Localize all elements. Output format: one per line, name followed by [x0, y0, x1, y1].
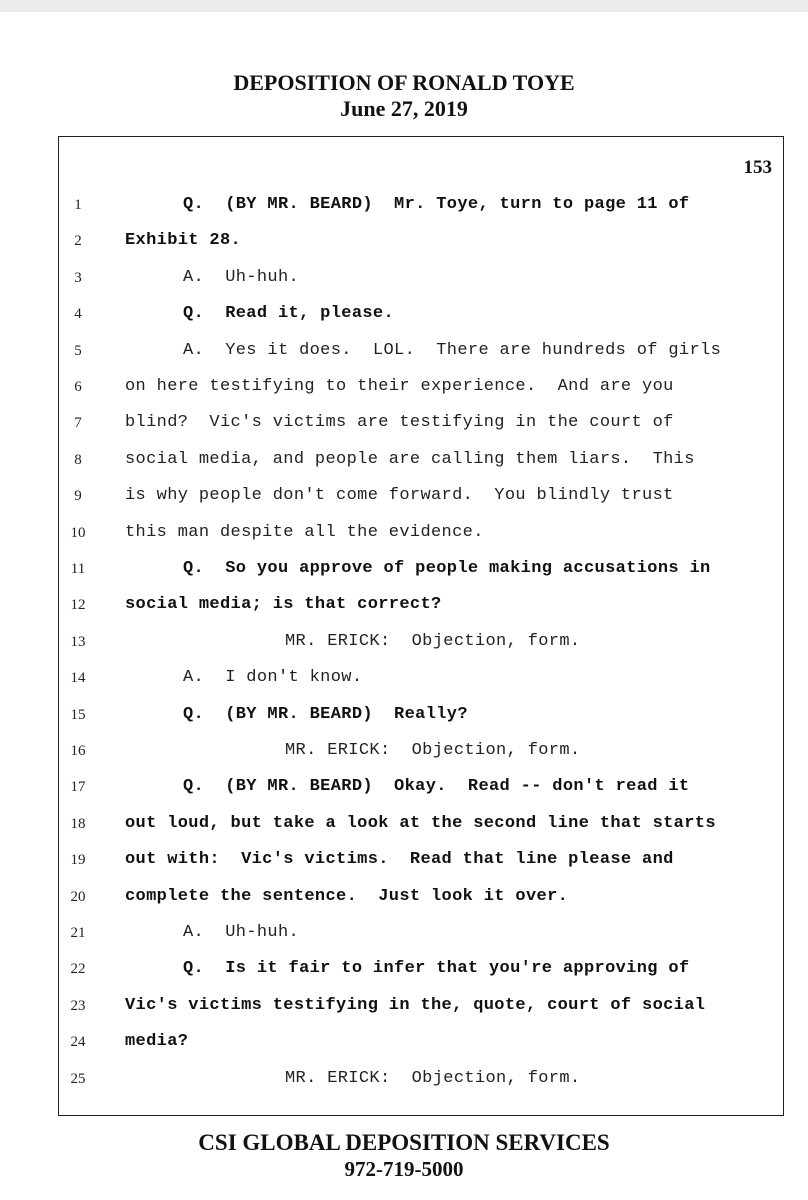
- transcript-line: [59, 335, 783, 371]
- line-text: out with: Vic's victims. Read that line please and: [125, 850, 674, 870]
- transcript-line: [59, 953, 783, 989]
- transcript-line: [59, 917, 783, 953]
- page-number: 153: [743, 157, 772, 178]
- line-number: 17: [70, 779, 86, 796]
- line-number: 1: [74, 197, 82, 213]
- line-number: 11: [70, 561, 86, 577]
- transcript-line: [59, 298, 783, 334]
- transcript-line: [59, 189, 783, 225]
- transcript-line: [59, 662, 783, 698]
- line-text: MR. ERICK: Objection, form.: [285, 741, 581, 760]
- line-text: Exhibit 28.: [125, 231, 242, 251]
- line-text: Q. So you approve of people making accusations in: [183, 559, 711, 578]
- line-text: A. Uh-huh.: [183, 267, 300, 287]
- deposition-title: DEPOSITION OF RONALD TOYE: [233, 70, 575, 95]
- transcript-line: [59, 517, 783, 553]
- line-text: social media, and people are calling them liars. This: [125, 449, 695, 469]
- line-number: 5: [74, 342, 82, 359]
- line-number: 7: [74, 415, 82, 432]
- line-text: this man despite all the evidence.: [125, 522, 484, 542]
- line-text: MR. ERICK: Objection, form.: [285, 631, 581, 651]
- transcript-line: [59, 225, 783, 261]
- transcript-page-box: [58, 136, 784, 1116]
- line-text: Q. Is it fair to infer that you're approving of: [183, 959, 690, 979]
- transcript-line: [59, 444, 783, 480]
- transcript-line: [59, 480, 783, 516]
- transcript-line: [59, 626, 783, 662]
- line-number: 8: [74, 451, 82, 468]
- line-text: Vic's victims testifying in the, quote, court of social: [125, 995, 706, 1015]
- line-number: 24: [70, 1034, 86, 1051]
- line-number: 3: [74, 269, 82, 286]
- transcript-line: [59, 371, 783, 407]
- transcript-line: [59, 262, 783, 298]
- line-number: 15: [70, 706, 86, 723]
- line-number: 2: [74, 233, 82, 250]
- line-number: 13: [70, 633, 86, 650]
- line-text: MR. ERICK: Objection, form.: [285, 1068, 581, 1088]
- top-gray-strip: [0, 0, 808, 12]
- line-number: 16: [70, 743, 86, 759]
- line-text: A. Yes it does. LOL. There are hundreds of girls: [183, 340, 722, 360]
- line-number: 21: [70, 925, 86, 941]
- line-text: A. I don't know.: [183, 668, 363, 688]
- line-number: 9: [74, 488, 82, 505]
- line-number: 6: [74, 379, 82, 395]
- line-text: Q. (BY MR. BEARD) Mr. Toye, turn to page 11 of: [183, 195, 690, 214]
- line-text: blind? Vic's victims are testifying in the court of: [125, 413, 674, 433]
- footer-organization: CSI GLOBAL DEPOSITION SERVICES: [198, 1130, 610, 1155]
- line-number: 14: [70, 670, 86, 687]
- line-number: 18: [70, 815, 86, 832]
- transcript-line: [59, 699, 783, 735]
- line-number: 10: [70, 524, 86, 541]
- transcript-line: [59, 990, 783, 1026]
- line-text: social media; is that correct?: [125, 595, 442, 615]
- transcript-line: [59, 881, 783, 917]
- deposition-date: June 27, 2019: [340, 96, 468, 121]
- line-number: 25: [70, 1070, 86, 1087]
- line-text: Q. (BY MR. BEARD) Really?: [183, 704, 468, 724]
- line-number: 19: [70, 852, 86, 869]
- line-number: 20: [70, 888, 86, 905]
- transcript-line: [59, 1063, 783, 1099]
- line-text: is why people don't come forward. You blindly trust: [125, 486, 674, 506]
- line-text: on here testifying to their experience. And are you: [125, 377, 674, 396]
- line-number: 22: [70, 961, 86, 978]
- document-footer: [0, 1130, 808, 1182]
- transcript-line: [59, 735, 783, 771]
- transcript-line: [59, 771, 783, 807]
- line-number: 23: [70, 997, 86, 1014]
- line-text: A. Uh-huh.: [183, 923, 300, 942]
- transcript-line: [59, 553, 783, 589]
- transcript-line: [59, 407, 783, 443]
- transcript-line: [59, 844, 783, 880]
- line-text: out loud, but take a look at the second line that starts: [125, 813, 716, 833]
- line-text: complete the sentence. Just look it over.: [125, 886, 569, 906]
- footer-phone: 972-719-5000: [344, 1157, 464, 1181]
- line-text: media?: [125, 1032, 189, 1052]
- transcript-line: [59, 1026, 783, 1062]
- document-header: [0, 70, 808, 122]
- transcript-line: [59, 808, 783, 844]
- line-text: Q. (BY MR. BEARD) Okay. Read -- don't read it: [183, 777, 690, 797]
- transcript-line: [59, 589, 783, 625]
- line-number: 4: [74, 306, 82, 323]
- line-number: 12: [70, 597, 86, 614]
- line-text: Q. Read it, please.: [183, 304, 395, 324]
